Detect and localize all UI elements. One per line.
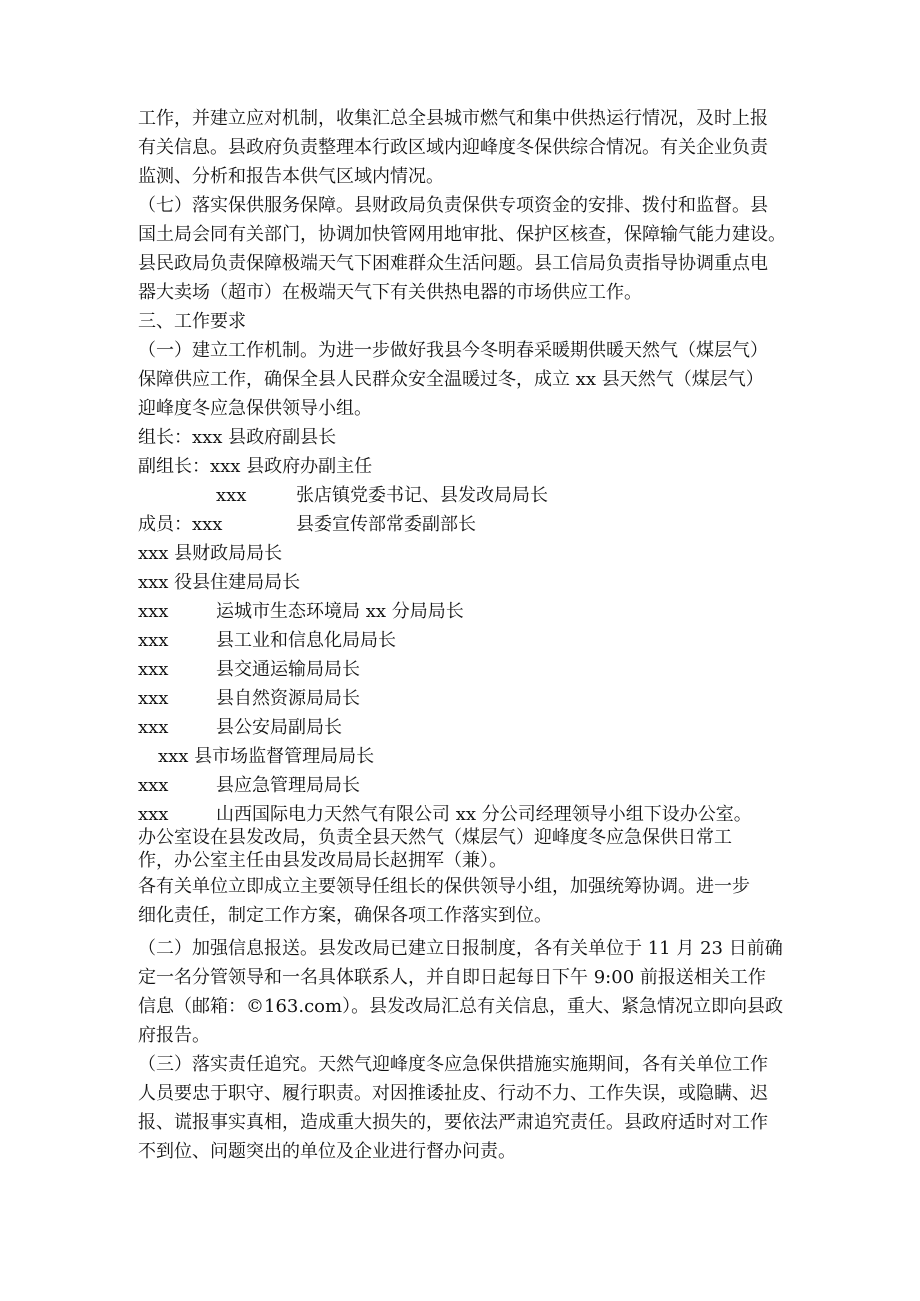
member-name: xxx [138,717,169,738]
text-line: 细化责任，制定工作方案，确保各项工作落实到位。 [138,905,552,926]
text-line: 各有关单位立即成立主要领导任组长的保供领导小组，加强统筹协调。进一步 [138,876,750,897]
deputy2-name: xxx [216,485,247,506]
text-line: 监测、分析和报告本供气区域内情况。 [138,166,444,187]
text-line: （二）加强信息报送。县发改局已建立日报制度，各有关单位于 11 月 23 日前确 [138,938,783,959]
text-line: 府报告。 [138,1025,210,1046]
member-title: 县公安局副局长 [216,717,342,738]
member-line: xxx 县财政局局长 [138,543,283,564]
bottom-paragraphs-b [138,934,818,1166]
member-title: 山西国际电力天然气有限公司 xx 分公司经理领导小组下设办公室。 [216,804,752,825]
member-name: xxx [138,688,169,709]
text-line: （七）落实保供服务保障。县财政局负责保供专项资金的安排、拨付和监督。县 [138,195,768,216]
text-line: 办公室设在县发改局，负责全县天然气（煤层气）迎峰度冬应急保供日常工 [138,827,732,848]
text-line: （三）落实责任追究。天然气迎峰度冬应急保供措施实施期间，各有关单位工作 [138,1054,768,1075]
member-name: xxx [138,630,169,651]
member-line: xxx 县市场监督管理局局长 [158,746,375,767]
members-first-title: 县委宣传部常委副部长 [296,514,476,535]
member-name: xxx [138,659,169,680]
group-leader: 组长：xxx 县政府副县长 [138,427,337,448]
text-line: 国土局会同有关部门，协调加快管网用地审批、保护区核查，保障输气能力建设。 [138,224,786,245]
member-title: 县工业和信息化局局长 [216,630,396,651]
member-name: xxx [138,601,169,622]
text-line: 作，办公室主任由县发改局局长赵拥军（兼）。 [138,850,507,871]
member-title: 县自然资源局局长 [216,688,360,709]
text-line: 器大卖场（超市）在极端天气下有关供热电器的市场供应工作。 [138,282,642,303]
section-heading: 三、工作要求 [138,311,246,332]
member-name: xxx [138,804,169,825]
text-line: 保障供应工作，确保全县人民群众安全温暖过冬，成立 xx 县天然气（煤层气） [138,369,764,390]
text-line: 工作，并建立应对机制，收集汇总全县城市燃气和集中供热运行情况，及时上报 [138,108,768,129]
group-deputy: 副组长：xxx 县政府办副主任 [138,456,373,477]
text-line: 报、谎报事实真相，造成重大损失的，要依法严肃追究责任。县政府适时对工作 [138,1112,768,1133]
member-name: xxx [138,775,169,796]
member-title: 县交通运输局局长 [216,659,360,680]
top-paragraphs [138,104,818,423]
member-line: xxx 役县住建局局长 [138,572,301,593]
text-line: 县民政局负责保障极端天气下困难群众生活问题。县工信局负责指导协调重点电 [138,253,768,274]
text-line: 有关信息。县政府负责整理本行政区域内迎峰度冬保供综合情况。有关企业负责 [138,137,768,158]
text-line: 信息（邮箱：©163.com）。县发改局汇总有关信息，重大、紧急情况立即向县政 [138,996,784,1017]
bottom-paragraphs-a [138,872,818,930]
deputy2-title: 张店镇党委书记、县发改局局长 [296,485,548,506]
office-paragraph [138,826,818,872]
member-title: 运城市生态环境局 xx 分局局长 [216,601,464,622]
member-title: 县应急管理局局长 [216,775,360,796]
text-line: 不到位、问题突出的单位及企业进行督办问责。 [138,1141,516,1162]
text-line: 定一名分管领导和一名具体联系人，并自即日起每日下午 9:00 前报送相关工作 [138,967,766,988]
text-line: 迎峰度冬应急保供领导小组。 [138,398,372,419]
text-line: （一）建立工作机制。为进一步做好我县今冬明春采暖期供暖天然气（煤层气） [138,340,768,361]
members-label: 成员：xxx [138,514,223,535]
text-line: 人员要忠于职守、履行职责。对因推诿扯皮、行动不力、工作失误，或隐瞒、迟 [138,1083,768,1104]
